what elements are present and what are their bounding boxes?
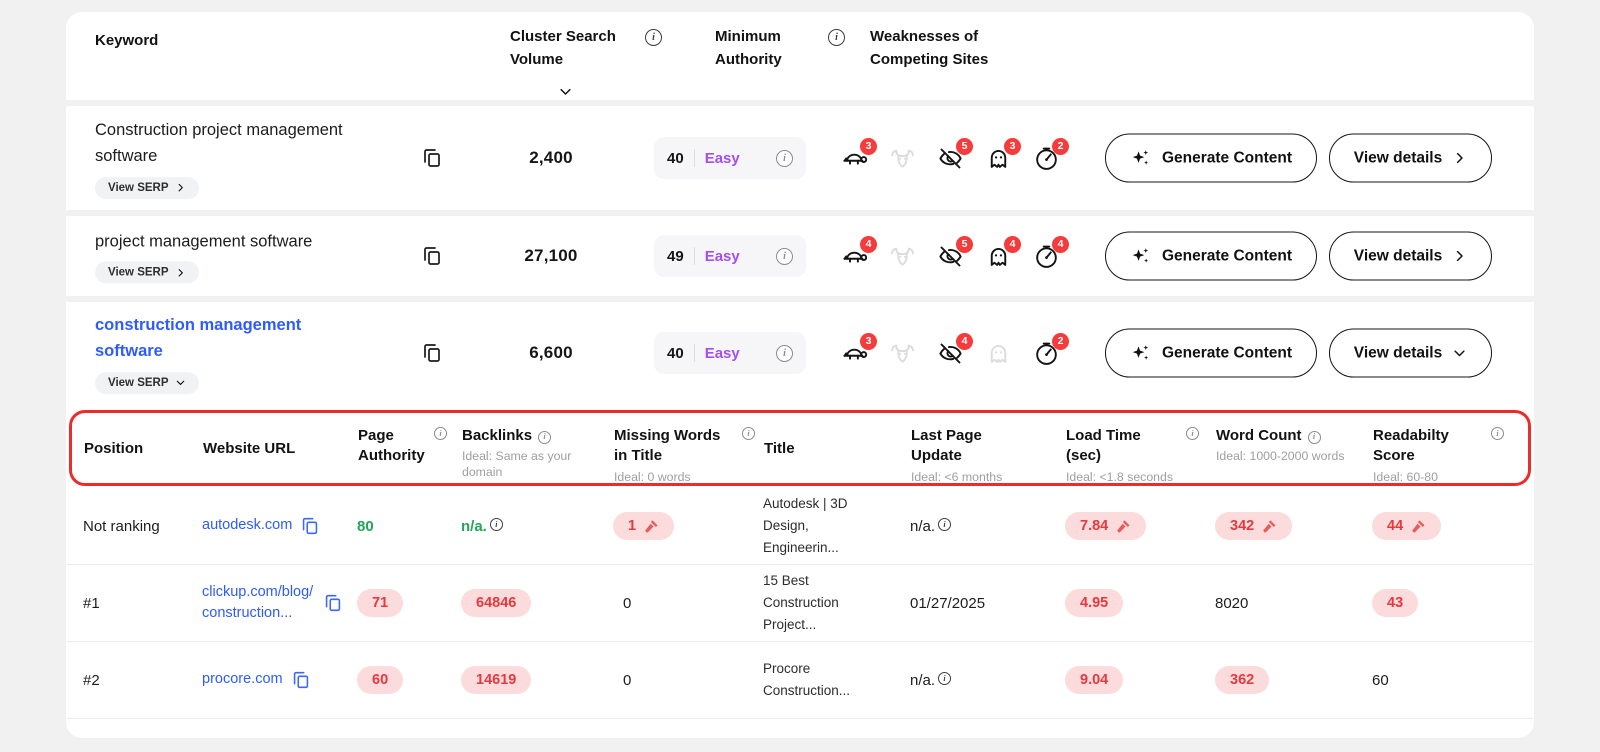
view-serp-label: View SERP (108, 376, 169, 389)
title-cell: 15 Best Construction Project... (763, 572, 839, 633)
difficulty-label: Easy (704, 247, 740, 265)
load-time-value: 7.84 (1080, 518, 1109, 534)
chevron-down-icon (175, 377, 186, 388)
last-update-value: n/a. (910, 671, 936, 689)
word-count-cell (1215, 666, 1372, 694)
serp-detail-row (66, 642, 1534, 718)
load-time-badge (1065, 666, 1123, 694)
info-icon[interactable]: i (938, 518, 951, 531)
slow-site-turtle-icon[interactable] (841, 238, 872, 270)
info-icon[interactable]: i (434, 427, 447, 440)
load-time-value: 9.04 (1080, 672, 1109, 688)
info-icon[interactable]: i (828, 29, 845, 46)
weakness-count-badge: 4 (1004, 236, 1021, 253)
page-authority-badge (357, 589, 403, 617)
keyword-text[interactable]: project management software (95, 232, 313, 251)
chevron-down-icon[interactable] (558, 84, 573, 99)
col-label: Title (764, 440, 795, 457)
col-ideal: Ideal: <6 months (911, 469, 1003, 484)
generate-content-label: Generate Content (1161, 149, 1293, 166)
backlinks-cell (461, 666, 613, 694)
slow-load-gauge-icon[interactable] (1033, 335, 1064, 367)
col-label: Page Authority (358, 427, 425, 465)
position-cell: #2 (83, 671, 100, 689)
col-label: Load Time (sec) (1066, 427, 1141, 465)
load-time-badge (1065, 512, 1146, 540)
hidden-eye-icon[interactable] (937, 335, 968, 367)
col-ideal: Ideal: <1.8 seconds (1066, 469, 1173, 484)
keyword-row-expanded (66, 302, 1534, 404)
word-count-value: 362 (1230, 672, 1255, 688)
divider (66, 718, 1534, 719)
col-last-page-update (911, 426, 1066, 485)
col-website-url (203, 426, 358, 485)
col-title (764, 426, 911, 485)
weakness-icons (841, 106, 1064, 210)
info-icon[interactable]: i (645, 29, 662, 46)
search-volume-value: 27,100 (524, 246, 578, 265)
missing-words-cell (613, 512, 763, 540)
view-details-label: View details (1353, 149, 1443, 166)
hammer-icon[interactable] (1411, 519, 1426, 534)
view-details-button-expanded[interactable] (1329, 329, 1492, 378)
view-details-label: View details (1353, 247, 1443, 264)
info-icon[interactable]: i (490, 518, 503, 531)
missing-words-badge (613, 512, 674, 540)
keyword-text[interactable]: Construction project management software (95, 121, 343, 166)
info-icon[interactable]: i (1491, 427, 1504, 440)
generate-content-button[interactable] (1105, 232, 1317, 281)
weakness-count-badge: 2 (1052, 138, 1069, 155)
col-ideal: Ideal: 1000-2000 words (1216, 449, 1345, 464)
view-details-button[interactable] (1329, 232, 1492, 281)
view-serp-button[interactable] (95, 177, 199, 199)
col-position (84, 426, 203, 485)
search-volume-value: 6,600 (529, 343, 573, 362)
last-update-cell: 01/27/2025 (910, 594, 986, 612)
hammer-icon[interactable] (1116, 519, 1131, 534)
website-url-cell (202, 582, 357, 624)
col-label: Missing Words in Title (614, 427, 721, 465)
column-header-keyword: Keyword (95, 32, 159, 49)
serp-detail-header (69, 410, 1531, 486)
weakness-icons (841, 302, 1064, 404)
difficulty-label: Easy (704, 344, 740, 362)
col-label: Backlinks (462, 427, 533, 444)
ghost-icon[interactable] (985, 140, 1016, 172)
load-time-cell (1065, 589, 1215, 617)
readability-value: 43 (1387, 595, 1404, 611)
weakness-count-badge: 3 (860, 333, 877, 350)
backlinks-value: n/a. (461, 517, 487, 535)
generate-content-button[interactable] (1105, 134, 1317, 183)
load-time-cell (1065, 512, 1215, 540)
info-icon[interactable]: i (1186, 427, 1199, 440)
load-time-value: 4.95 (1080, 595, 1109, 611)
column-header-minimum-authority (715, 26, 838, 71)
divider (694, 247, 695, 265)
col-ideal: Ideal: 0 words (614, 469, 691, 484)
readability-cell: 60 (1372, 671, 1389, 689)
difficulty-score: 40 (667, 149, 684, 167)
readability-cell (1372, 589, 1534, 617)
generate-content-label: Generate Content (1161, 247, 1293, 264)
view-details-button[interactable] (1329, 134, 1492, 183)
chevron-down-icon (1452, 346, 1467, 361)
chevron-right-icon (1452, 249, 1467, 264)
page-authority-value: 71 (372, 595, 389, 611)
sparkle-icon (1130, 245, 1152, 267)
page-authority-cell (357, 518, 461, 535)
col-readability (1373, 426, 1528, 485)
website-url-cell (202, 669, 357, 691)
chevron-right-icon (1452, 151, 1467, 166)
weakness-icons (841, 216, 1064, 296)
view-serp-label: View SERP (108, 266, 169, 279)
keyword-cell (95, 228, 350, 283)
backlinks-cell (461, 518, 613, 535)
backlinks-value: 14619 (476, 672, 517, 688)
readability-cell (1372, 512, 1534, 540)
website-url-cell (202, 515, 357, 537)
info-icon[interactable]: i (776, 345, 793, 362)
col-label: Last Page Update (911, 427, 982, 465)
backlinks-cell (461, 589, 613, 617)
generate-content-label: Generate Content (1161, 344, 1293, 361)
col-page-authority (358, 426, 462, 485)
sparkle-icon (1130, 147, 1152, 169)
title-cell: Procore Construction... (763, 660, 851, 698)
page-authority-cell (357, 589, 461, 617)
col-ideal: Ideal: Same as your domain (462, 449, 572, 480)
missing-words-value: 1 (628, 518, 637, 534)
readability-value: 44 (1387, 518, 1404, 534)
sparkle-icon (1130, 342, 1152, 364)
load-time-badge (1065, 589, 1123, 617)
weakness-count-badge: 4 (956, 333, 973, 350)
slow-load-gauge-icon[interactable] (1033, 140, 1064, 172)
column-header-cluster-search-volume (510, 26, 655, 71)
info-icon[interactable]: i (938, 672, 951, 685)
website-link[interactable]: clickup.com/blog/construction... (202, 583, 314, 621)
col-label: Website URL (203, 440, 296, 457)
weakness-count-badge: 3 (860, 138, 877, 155)
weakness-count-badge: 2 (1052, 333, 1069, 350)
copy-icon[interactable] (290, 669, 312, 691)
last-update-cell (910, 518, 1065, 535)
last-update-cell (910, 672, 1065, 689)
info-icon[interactable]: i (776, 248, 793, 265)
copy-icon[interactable] (420, 146, 444, 170)
info-icon[interactable]: i (538, 431, 551, 444)
page-authority-value: 80 (357, 517, 374, 535)
difficulty-badge (654, 235, 806, 277)
page-authority-badge (357, 666, 403, 694)
keyword-text-selected[interactable]: construction management software (95, 316, 302, 361)
view-details-label: View details (1353, 344, 1443, 361)
slow-site-turtle-icon[interactable] (841, 140, 872, 172)
keyword-cell (95, 312, 350, 394)
keyword-row (66, 106, 1534, 210)
difficulty-score: 40 (667, 344, 684, 362)
difficulty-badge (654, 332, 806, 374)
keyword-row (66, 216, 1534, 296)
missing-words-cell: 0 (623, 671, 632, 689)
hidden-eye-icon[interactable] (937, 140, 968, 172)
difficulty-badge (654, 137, 806, 179)
info-icon[interactable]: i (742, 427, 755, 440)
col-label: Readabilty Score (1373, 427, 1449, 465)
col-missing-words (614, 426, 764, 485)
difficulty-label: Easy (704, 149, 740, 167)
copy-icon[interactable] (299, 515, 321, 537)
copy-icon[interactable] (420, 244, 444, 268)
copy-icon[interactable] (420, 341, 444, 365)
ghost-icon[interactable] (985, 340, 1012, 367)
page-authority-value: 60 (372, 672, 389, 688)
serp-detail-row (66, 565, 1534, 641)
weakness-count-badge: 3 (1004, 138, 1021, 155)
readability-badge (1372, 512, 1441, 540)
backlinks-value: 64846 (476, 595, 517, 611)
column-header-weaknesses: Weaknesses of Competing Sites (870, 28, 989, 68)
copy-icon[interactable] (322, 592, 344, 614)
slow-load-gauge-icon[interactable] (1033, 238, 1064, 270)
col-word-count (1216, 426, 1373, 485)
missing-words-cell: 0 (623, 594, 632, 612)
bull-skull-icon[interactable] (889, 145, 916, 172)
cluster-search-volume-label: Cluster Search Volume (510, 28, 616, 68)
weakness-count-badge: 4 (860, 236, 877, 253)
col-label: Position (84, 440, 144, 457)
chevron-right-icon (175, 267, 186, 278)
keyword-table-panel (66, 12, 1534, 738)
weakness-count-badge: 4 (1052, 236, 1069, 253)
col-backlinks (462, 426, 614, 485)
col-ideal: Ideal: 60-80 (1373, 469, 1438, 484)
divider (694, 149, 695, 167)
divider (694, 344, 695, 362)
weakness-count-badge: 5 (956, 138, 973, 155)
hammer-icon[interactable] (644, 519, 659, 534)
search-volume-value: 2,400 (529, 148, 573, 167)
word-count-badge (1215, 512, 1292, 540)
word-count-badge (1215, 666, 1269, 694)
bull-skull-icon[interactable] (889, 340, 916, 367)
website-link[interactable]: procore.com (202, 671, 283, 688)
hidden-eye-icon[interactable] (937, 238, 968, 270)
serp-detail-row (66, 488, 1534, 564)
slow-site-turtle-icon[interactable] (841, 335, 872, 367)
info-icon[interactable]: i (776, 150, 793, 167)
info-icon[interactable]: i (1308, 431, 1321, 444)
view-serp-label: View SERP (108, 181, 169, 194)
col-load-time (1066, 426, 1216, 485)
minimum-authority-label: Minimum Authority (715, 28, 782, 68)
col-label: Word Count (1216, 427, 1302, 444)
position-cell: #1 (83, 594, 100, 612)
bull-skull-icon[interactable] (889, 243, 916, 270)
view-serp-button[interactable] (95, 262, 199, 284)
hammer-icon[interactable] (1262, 519, 1277, 534)
weakness-count-badge: 5 (956, 236, 973, 253)
chevron-right-icon (175, 182, 186, 193)
last-update-value: n/a. (910, 517, 936, 535)
word-count-cell: 8020 (1215, 594, 1249, 612)
backlinks-badge (461, 589, 531, 617)
position-cell: Not ranking (83, 517, 160, 535)
backlinks-badge (461, 666, 531, 694)
view-serp-button[interactable] (95, 372, 199, 394)
generate-content-button[interactable] (1105, 329, 1317, 378)
difficulty-score: 49 (667, 247, 684, 265)
ghost-icon[interactable] (985, 238, 1016, 270)
readability-badge (1372, 589, 1418, 617)
load-time-cell (1065, 666, 1215, 694)
word-count-value: 342 (1230, 518, 1255, 534)
website-link[interactable]: autodesk.com (202, 517, 293, 534)
title-cell: Autodesk | 3D Design, Engineerin... (763, 495, 848, 556)
word-count-cell (1215, 512, 1372, 540)
keyword-cell (95, 117, 350, 199)
page-authority-cell (357, 666, 461, 694)
